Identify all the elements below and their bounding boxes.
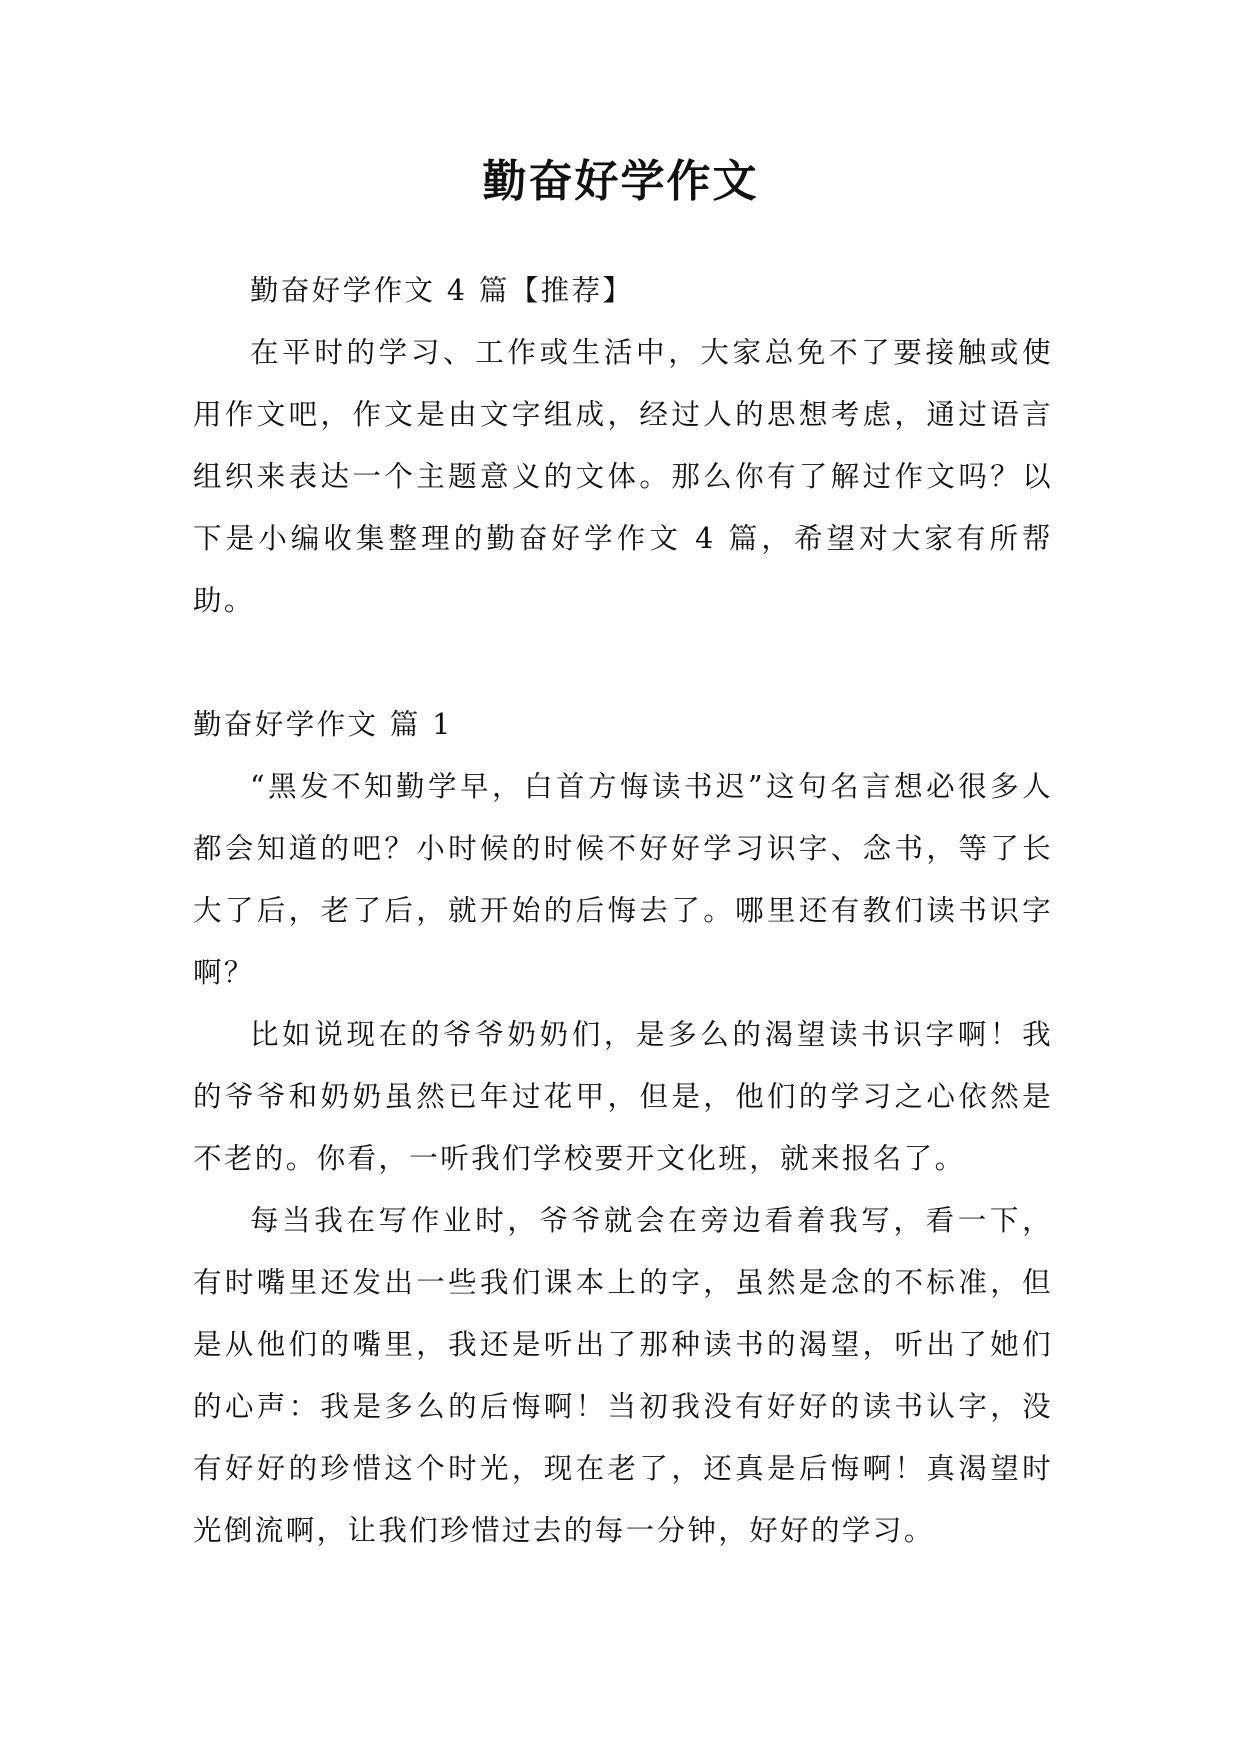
document-body <box>193 260 1053 1562</box>
document-subtitle: 勤奋好学作文 4 篇【推荐】 <box>250 274 634 307</box>
section-heading: 勤奋好学作文 篇 1 <box>193 708 453 741</box>
intro-paragraph: 在平时的学习、工作或生活中，大家总免不了要接触或使用作文吧，作文是由文字组成，经过人的思想考虑，通过语言组织来表达一个主题意义的文体。那么你有了解过作文吗？以下是小编收集整理的勤奋好学作文 4 篇，希望对大家有所帮助。 <box>193 336 1053 617</box>
document-title: 勤奋好学作文 <box>482 156 759 207</box>
section-paragraph: 每当我在写作业时，爷爷就会在旁边看着我写，看一下，有时嘴里还发出一些我们课本上的字，虽然是念的不标准，但是从他们的嘴里，我还是听出了那种读书的渴望，听出了她们的心声：我是多么的后悔啊！当初我没有好好的读书认字，没有好好的珍惜这个时光，现在老了，还真是后悔啊！真渴望时光倒流啊，让我们珍惜过去的每一分钟，好好的学习。 <box>193 1204 1053 1547</box>
section-paragraph: “黑发不知勤学早，白首方悔读书迟”这句名言想必很多人都会知道的吧？小时候的时候不好好学习识字、念书，等了长大了后，老了后，就开始的后悔去了。哪里还有教们读书识字啊？ <box>193 770 1053 989</box>
section-paragraph: 比如说现在的爷爷奶奶们，是多么的渴望读书识字啊！我的爷爷和奶奶虽然已年过花甲，但是，他们的学习之心依然是不老的。你看，一听我们学校要开文化班，就来报名了。 <box>193 1018 1053 1175</box>
